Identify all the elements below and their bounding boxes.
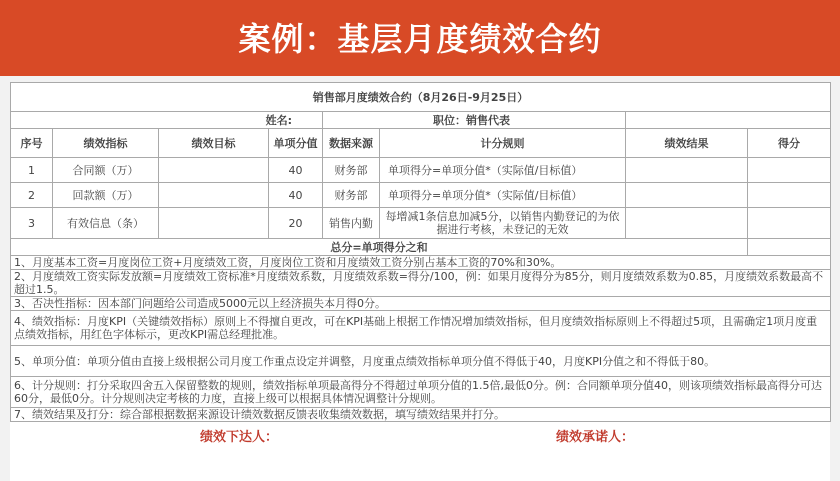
position-label: 职位：销售代表 bbox=[323, 112, 626, 129]
note-item: 7、绩效结果及打分：综合部根据数据来源设计绩效数据反馈表收集绩效数据，填写绩效结果并打分。 bbox=[11, 408, 831, 422]
note-item: 4、绩效指标：月度KPI（关键绩效指标）原则上不得擅自更改，可在KPI基础上根据工作情况增加绩效指标，但月度绩效指标原则上不得超过5项，且需确定1项月度重点绩效指标，用红色字体标示，更改KPI需总经理批准。 bbox=[11, 311, 831, 346]
score-value-cell: 20 bbox=[269, 208, 323, 239]
committer-label: 绩效承诺人： bbox=[556, 430, 635, 445]
note-item: 6、计分规则：打分采取四舍五入保留整数的规则，绩效指标单项最高得分不得超过单项分值的1.5倍,最低0分。例：合同额单项分值40，则该项绩效指标最高得分可达60分，最低0分。计分规则决定考核的力度，直接上级可以根据具体情况调整计分规则。 bbox=[11, 377, 831, 408]
signature-area bbox=[10, 426, 830, 476]
source-cell: 财务部 bbox=[323, 158, 380, 183]
score-cell[interactable] bbox=[748, 208, 831, 239]
target-cell[interactable] bbox=[159, 208, 269, 239]
header-cell: 数据来源 bbox=[323, 129, 380, 158]
note-item: 1、月度基本工资=月度岗位工资+月度绩效工资，月度岗位工资和月度绩效工资分别占基本工资的70%和30%。 bbox=[11, 256, 831, 270]
score-cell[interactable] bbox=[748, 158, 831, 183]
page-title: 案例：基层月度绩效合约 bbox=[238, 20, 602, 58]
note-item: 2、月度绩效工资实际发放额=月度绩效工资标准*月度绩效系数，月度绩效系数=得分/100，例：如果月度得分为85分，则月度绩效系数为0.85，月度绩效系数最高不超过1.5。 bbox=[11, 270, 831, 297]
contract-sheet bbox=[10, 82, 830, 481]
rule-cell: 每增减1条信息加减5分，以销售内勤登记的为依据进行考核，未登记的无效 bbox=[380, 208, 626, 239]
target-cell[interactable] bbox=[159, 158, 269, 183]
header-banner bbox=[0, 0, 840, 76]
rule-cell: 单项得分=单项分值*（实际值/目标值） bbox=[380, 183, 626, 208]
total-score-cell[interactable] bbox=[748, 239, 831, 256]
target-cell[interactable] bbox=[159, 183, 269, 208]
name-label: 姓名: bbox=[11, 112, 323, 129]
header-cell: 计分规则 bbox=[380, 129, 626, 158]
note-item: 3、否决性指标：因本部门问题给公司造成5000元以上经济损失本月得0分。 bbox=[11, 297, 831, 311]
total-formula: 总分=单项得分之和 bbox=[11, 239, 748, 256]
header-cell: 绩效目标 bbox=[159, 129, 269, 158]
result-cell[interactable] bbox=[626, 158, 748, 183]
result-cell[interactable] bbox=[626, 183, 748, 208]
source-cell: 销售内勤 bbox=[323, 208, 380, 239]
score-cell[interactable] bbox=[748, 183, 831, 208]
source-cell: 财务部 bbox=[323, 183, 380, 208]
table-header bbox=[11, 129, 831, 158]
table-row bbox=[11, 208, 831, 239]
indicator-cell: 有效信息（条） bbox=[53, 208, 159, 239]
indicator-cell: 回款额（万） bbox=[53, 183, 159, 208]
score-value-cell: 40 bbox=[269, 158, 323, 183]
header-cell: 绩效结果 bbox=[626, 129, 748, 158]
header-cell: 绩效指标 bbox=[53, 129, 159, 158]
result-cell[interactable] bbox=[626, 208, 748, 239]
table-row bbox=[11, 183, 831, 208]
indicator-cell: 合同额（万） bbox=[53, 158, 159, 183]
header-cell: 得分 bbox=[748, 129, 831, 158]
table-row bbox=[11, 158, 831, 183]
row-number: 3 bbox=[11, 208, 53, 239]
rule-cell: 单项得分=单项分值*（实际值/目标值） bbox=[380, 158, 626, 183]
contract-table bbox=[10, 82, 831, 422]
header-cell: 序号 bbox=[11, 129, 53, 158]
note-item: 5、单项分值：单项分值由直接上级根据公司月度工作重点设定并调整，月度重点绩效指标单项分值不得低于40，月度KPI分值之和不得低于80。 bbox=[11, 346, 831, 377]
issuer-label: 绩效下达人： bbox=[200, 430, 279, 445]
score-value-cell: 40 bbox=[269, 183, 323, 208]
header-cell: 单项分值 bbox=[269, 129, 323, 158]
row-number: 1 bbox=[11, 158, 53, 183]
row-number: 2 bbox=[11, 183, 53, 208]
contract-title: 销售部月度绩效合约（8月26日-9月25日） bbox=[11, 83, 831, 112]
